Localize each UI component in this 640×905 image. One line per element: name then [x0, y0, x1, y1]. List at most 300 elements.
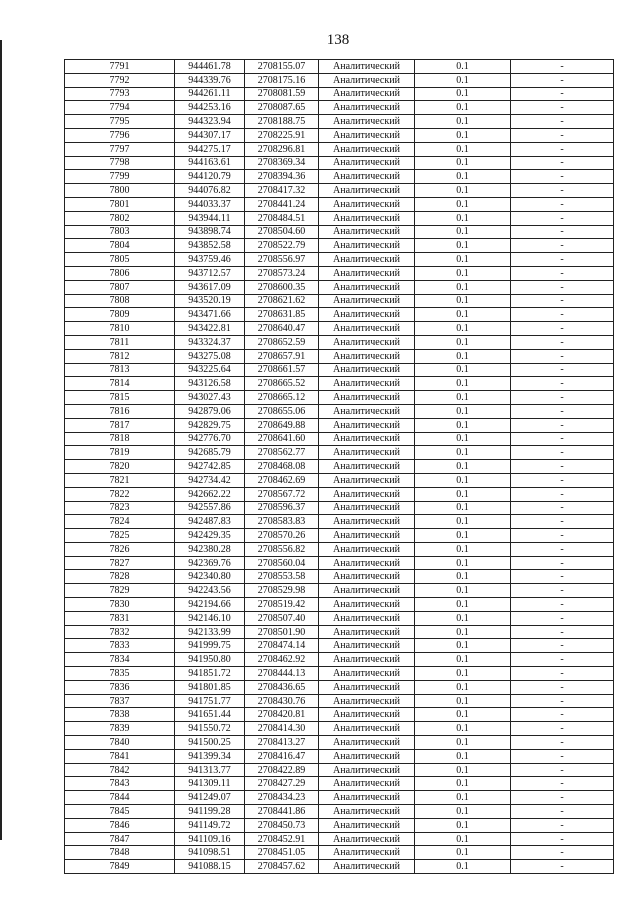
method-cell: Аналитический [319, 667, 415, 681]
point-number-cell: 7820 [65, 460, 175, 474]
method-cell: Аналитический [319, 266, 415, 280]
x-coordinate-cell: 941149.72 [175, 818, 245, 832]
y-coordinate-cell: 2708652.59 [245, 335, 319, 349]
table-row [65, 846, 614, 860]
y-coordinate-cell: 2708188.75 [245, 115, 319, 129]
y-coordinate-cell: 2708155.07 [245, 60, 319, 74]
accuracy-cell: 0.1 [415, 432, 511, 446]
point-number-cell: 7817 [65, 418, 175, 432]
point-number-cell: 7812 [65, 349, 175, 363]
page-number: 138 [326, 32, 350, 48]
point-number-cell: 7829 [65, 584, 175, 598]
y-coordinate-cell: 2708640.47 [245, 322, 319, 336]
note-cell: - [511, 473, 614, 487]
x-coordinate-cell: 941309.11 [175, 777, 245, 791]
note-cell: - [511, 860, 614, 874]
method-cell: Аналитический [319, 805, 415, 819]
y-coordinate-cell: 2708451.05 [245, 846, 319, 860]
point-number-cell: 7816 [65, 404, 175, 418]
table-row [65, 266, 614, 280]
x-coordinate-cell: 942662.22 [175, 487, 245, 501]
x-coordinate-cell: 941313.77 [175, 763, 245, 777]
y-coordinate-cell: 2708417.32 [245, 184, 319, 198]
note-cell: - [511, 335, 614, 349]
method-cell: Аналитический [319, 625, 415, 639]
note-cell: - [511, 156, 614, 170]
note-cell: - [511, 460, 614, 474]
note-cell: - [511, 197, 614, 211]
x-coordinate-cell: 941249.07 [175, 791, 245, 805]
x-coordinate-cell: 941399.34 [175, 749, 245, 763]
note-cell: - [511, 363, 614, 377]
accuracy-cell: 0.1 [415, 87, 511, 101]
method-cell: Аналитический [319, 239, 415, 253]
accuracy-cell: 0.1 [415, 529, 511, 543]
accuracy-cell: 0.1 [415, 418, 511, 432]
x-coordinate-cell: 941751.77 [175, 694, 245, 708]
table-row [65, 156, 614, 170]
table-row [65, 87, 614, 101]
method-cell: Аналитический [319, 473, 415, 487]
y-coordinate-cell: 2708657.91 [245, 349, 319, 363]
point-number-cell: 7793 [65, 87, 175, 101]
table-row [65, 335, 614, 349]
point-number-cell: 7815 [65, 391, 175, 405]
note-cell: - [511, 736, 614, 750]
y-coordinate-cell: 2708661.57 [245, 363, 319, 377]
method-cell: Аналитический [319, 101, 415, 115]
y-coordinate-cell: 2708474.14 [245, 639, 319, 653]
accuracy-cell: 0.1 [415, 639, 511, 653]
y-coordinate-cell: 2708457.62 [245, 860, 319, 874]
y-coordinate-cell: 2708414.30 [245, 722, 319, 736]
accuracy-cell: 0.1 [415, 501, 511, 515]
accuracy-cell: 0.1 [415, 115, 511, 129]
point-number-cell: 7838 [65, 708, 175, 722]
method-cell: Аналитический [319, 156, 415, 170]
y-coordinate-cell: 2708087.65 [245, 101, 319, 115]
x-coordinate-cell: 942146.10 [175, 611, 245, 625]
method-cell: Аналитический [319, 653, 415, 667]
point-number-cell: 7803 [65, 225, 175, 239]
x-coordinate-cell: 943126.58 [175, 377, 245, 391]
table-row [65, 197, 614, 211]
method-cell: Аналитический [319, 142, 415, 156]
note-cell: - [511, 763, 614, 777]
method-cell: Аналитический [319, 363, 415, 377]
note-cell: - [511, 101, 614, 115]
note-cell: - [511, 570, 614, 584]
y-coordinate-cell: 2708436.65 [245, 680, 319, 694]
point-number-cell: 7823 [65, 501, 175, 515]
method-cell: Аналитический [319, 611, 415, 625]
accuracy-cell: 0.1 [415, 611, 511, 625]
note-cell: - [511, 708, 614, 722]
accuracy-cell: 0.1 [415, 832, 511, 846]
point-number-cell: 7804 [65, 239, 175, 253]
accuracy-cell: 0.1 [415, 211, 511, 225]
point-number-cell: 7819 [65, 446, 175, 460]
method-cell: Аналитический [319, 722, 415, 736]
point-number-cell: 7832 [65, 625, 175, 639]
table-row [65, 708, 614, 722]
table-row [65, 487, 614, 501]
x-coordinate-cell: 942487.83 [175, 515, 245, 529]
accuracy-cell: 0.1 [415, 197, 511, 211]
table-row [65, 253, 614, 267]
accuracy-cell: 0.1 [415, 570, 511, 584]
note-cell: - [511, 611, 614, 625]
x-coordinate-cell: 941088.15 [175, 860, 245, 874]
method-cell: Аналитический [319, 860, 415, 874]
method-cell: Аналитический [319, 446, 415, 460]
point-number-cell: 7837 [65, 694, 175, 708]
x-coordinate-cell: 941109.16 [175, 832, 245, 846]
x-coordinate-cell: 942776.70 [175, 432, 245, 446]
y-coordinate-cell: 2708583.83 [245, 515, 319, 529]
x-coordinate-cell: 943027.43 [175, 391, 245, 405]
method-cell: Аналитический [319, 391, 415, 405]
x-coordinate-cell: 942557.86 [175, 501, 245, 515]
method-cell: Аналитический [319, 791, 415, 805]
point-number-cell: 7846 [65, 818, 175, 832]
y-coordinate-cell: 2708501.90 [245, 625, 319, 639]
accuracy-cell: 0.1 [415, 266, 511, 280]
x-coordinate-cell: 943520.19 [175, 294, 245, 308]
point-number-cell: 7828 [65, 570, 175, 584]
accuracy-cell: 0.1 [415, 404, 511, 418]
method-cell: Аналитический [319, 418, 415, 432]
table-row [65, 763, 614, 777]
accuracy-cell: 0.1 [415, 322, 511, 336]
accuracy-cell: 0.1 [415, 749, 511, 763]
note-cell: - [511, 391, 614, 405]
y-coordinate-cell: 2708434.23 [245, 791, 319, 805]
method-cell: Аналитический [319, 639, 415, 653]
point-number-cell: 7795 [65, 115, 175, 129]
accuracy-cell: 0.1 [415, 294, 511, 308]
note-cell: - [511, 598, 614, 612]
method-cell: Аналитический [319, 515, 415, 529]
page-edge-rule [0, 40, 2, 840]
coordinates-table [64, 59, 614, 874]
method-cell: Аналитический [319, 542, 415, 556]
x-coordinate-cell: 941500.25 [175, 736, 245, 750]
x-coordinate-cell: 943324.37 [175, 335, 245, 349]
point-number-cell: 7847 [65, 832, 175, 846]
method-cell: Аналитический [319, 736, 415, 750]
method-cell: Аналитический [319, 749, 415, 763]
method-cell: Аналитический [319, 225, 415, 239]
method-cell: Аналитический [319, 556, 415, 570]
table-row [65, 749, 614, 763]
x-coordinate-cell: 944261.11 [175, 87, 245, 101]
y-coordinate-cell: 2708507.40 [245, 611, 319, 625]
y-coordinate-cell: 2708462.92 [245, 653, 319, 667]
method-cell: Аналитический [319, 529, 415, 543]
point-number-cell: 7818 [65, 432, 175, 446]
table-row [65, 363, 614, 377]
y-coordinate-cell: 2708441.24 [245, 197, 319, 211]
table-row [65, 322, 614, 336]
point-number-cell: 7798 [65, 156, 175, 170]
table-row [65, 736, 614, 750]
table-row [65, 722, 614, 736]
method-cell: Аналитический [319, 777, 415, 791]
point-number-cell: 7821 [65, 473, 175, 487]
note-cell: - [511, 818, 614, 832]
x-coordinate-cell: 944253.16 [175, 101, 245, 115]
method-cell: Аналитический [319, 170, 415, 184]
note-cell: - [511, 680, 614, 694]
note-cell: - [511, 584, 614, 598]
y-coordinate-cell: 2708462.69 [245, 473, 319, 487]
table-row [65, 667, 614, 681]
x-coordinate-cell: 942369.76 [175, 556, 245, 570]
accuracy-cell: 0.1 [415, 777, 511, 791]
table-row [65, 694, 614, 708]
method-cell: Аналитический [319, 432, 415, 446]
x-coordinate-cell: 943852.58 [175, 239, 245, 253]
accuracy-cell: 0.1 [415, 280, 511, 294]
note-cell: - [511, 170, 614, 184]
table-row [65, 446, 614, 460]
x-coordinate-cell: 944339.76 [175, 73, 245, 87]
point-number-cell: 7806 [65, 266, 175, 280]
x-coordinate-cell: 941651.44 [175, 708, 245, 722]
accuracy-cell: 0.1 [415, 653, 511, 667]
note-cell: - [511, 529, 614, 543]
table-row [65, 280, 614, 294]
table-row [65, 101, 614, 115]
accuracy-cell: 0.1 [415, 308, 511, 322]
point-number-cell: 7801 [65, 197, 175, 211]
point-number-cell: 7808 [65, 294, 175, 308]
note-cell: - [511, 487, 614, 501]
note-cell: - [511, 377, 614, 391]
y-coordinate-cell: 2708225.91 [245, 128, 319, 142]
x-coordinate-cell: 943944.11 [175, 211, 245, 225]
y-coordinate-cell: 2708441.86 [245, 805, 319, 819]
x-coordinate-cell: 943275.08 [175, 349, 245, 363]
note-cell: - [511, 832, 614, 846]
point-number-cell: 7822 [65, 487, 175, 501]
method-cell: Аналитический [319, 763, 415, 777]
point-number-cell: 7835 [65, 667, 175, 681]
table-row [65, 556, 614, 570]
x-coordinate-cell: 944275.17 [175, 142, 245, 156]
x-coordinate-cell: 942742.85 [175, 460, 245, 474]
accuracy-cell: 0.1 [415, 460, 511, 474]
accuracy-cell: 0.1 [415, 184, 511, 198]
method-cell: Аналитический [319, 680, 415, 694]
y-coordinate-cell: 2708596.37 [245, 501, 319, 515]
note-cell: - [511, 142, 614, 156]
table-row [65, 542, 614, 556]
y-coordinate-cell: 2708450.73 [245, 818, 319, 832]
note-cell: - [511, 625, 614, 639]
y-coordinate-cell: 2708422.89 [245, 763, 319, 777]
x-coordinate-cell: 942734.42 [175, 473, 245, 487]
accuracy-cell: 0.1 [415, 818, 511, 832]
x-coordinate-cell: 944076.82 [175, 184, 245, 198]
point-number-cell: 7844 [65, 791, 175, 805]
method-cell: Аналитический [319, 584, 415, 598]
point-number-cell: 7836 [65, 680, 175, 694]
x-coordinate-cell: 943225.64 [175, 363, 245, 377]
accuracy-cell: 0.1 [415, 625, 511, 639]
x-coordinate-cell: 943617.09 [175, 280, 245, 294]
table-row [65, 211, 614, 225]
accuracy-cell: 0.1 [415, 391, 511, 405]
note-cell: - [511, 846, 614, 860]
method-cell: Аналитический [319, 115, 415, 129]
method-cell: Аналитический [319, 377, 415, 391]
method-cell: Аналитический [319, 73, 415, 87]
table-row [65, 598, 614, 612]
table-row [65, 680, 614, 694]
x-coordinate-cell: 944033.37 [175, 197, 245, 211]
note-cell: - [511, 722, 614, 736]
point-number-cell: 7827 [65, 556, 175, 570]
table-row [65, 128, 614, 142]
y-coordinate-cell: 2708556.97 [245, 253, 319, 267]
point-number-cell: 7802 [65, 211, 175, 225]
note-cell: - [511, 239, 614, 253]
accuracy-cell: 0.1 [415, 335, 511, 349]
y-coordinate-cell: 2708621.62 [245, 294, 319, 308]
y-coordinate-cell: 2708081.59 [245, 87, 319, 101]
note-cell: - [511, 184, 614, 198]
table-row [65, 805, 614, 819]
method-cell: Аналитический [319, 404, 415, 418]
note-cell: - [511, 749, 614, 763]
y-coordinate-cell: 2708573.24 [245, 266, 319, 280]
table-row [65, 791, 614, 805]
point-number-cell: 7791 [65, 60, 175, 74]
point-number-cell: 7799 [65, 170, 175, 184]
accuracy-cell: 0.1 [415, 722, 511, 736]
method-cell: Аналитический [319, 128, 415, 142]
point-number-cell: 7807 [65, 280, 175, 294]
table-row [65, 391, 614, 405]
x-coordinate-cell: 941199.28 [175, 805, 245, 819]
note-cell: - [511, 556, 614, 570]
table-row [65, 349, 614, 363]
y-coordinate-cell: 2708631.85 [245, 308, 319, 322]
table-row [65, 611, 614, 625]
x-coordinate-cell: 943759.46 [175, 253, 245, 267]
table-row [65, 60, 614, 74]
note-cell: - [511, 694, 614, 708]
y-coordinate-cell: 2708519.42 [245, 598, 319, 612]
accuracy-cell: 0.1 [415, 349, 511, 363]
x-coordinate-cell: 941098.51 [175, 846, 245, 860]
table-row [65, 115, 614, 129]
table-row [65, 404, 614, 418]
accuracy-cell: 0.1 [415, 846, 511, 860]
x-coordinate-cell: 942133.99 [175, 625, 245, 639]
table-row [65, 377, 614, 391]
x-coordinate-cell: 942340.80 [175, 570, 245, 584]
point-number-cell: 7841 [65, 749, 175, 763]
note-cell: - [511, 211, 614, 225]
x-coordinate-cell: 944307.17 [175, 128, 245, 142]
y-coordinate-cell: 2708484.51 [245, 211, 319, 225]
note-cell: - [511, 225, 614, 239]
accuracy-cell: 0.1 [415, 60, 511, 74]
point-number-cell: 7800 [65, 184, 175, 198]
y-coordinate-cell: 2708665.12 [245, 391, 319, 405]
table-row [65, 653, 614, 667]
table-row [65, 308, 614, 322]
method-cell: Аналитический [319, 832, 415, 846]
coordinates-table-body [65, 60, 614, 874]
table-row [65, 473, 614, 487]
method-cell: Аналитический [319, 818, 415, 832]
method-cell: Аналитический [319, 87, 415, 101]
x-coordinate-cell: 943422.81 [175, 322, 245, 336]
note-cell: - [511, 446, 614, 460]
note-cell: - [511, 280, 614, 294]
note-cell: - [511, 60, 614, 74]
table-row [65, 860, 614, 874]
point-number-cell: 7840 [65, 736, 175, 750]
accuracy-cell: 0.1 [415, 473, 511, 487]
point-number-cell: 7825 [65, 529, 175, 543]
method-cell: Аналитический [319, 598, 415, 612]
x-coordinate-cell: 941801.85 [175, 680, 245, 694]
point-number-cell: 7833 [65, 639, 175, 653]
table-row [65, 501, 614, 515]
point-number-cell: 7831 [65, 611, 175, 625]
note-cell: - [511, 515, 614, 529]
point-number-cell: 7811 [65, 335, 175, 349]
accuracy-cell: 0.1 [415, 128, 511, 142]
y-coordinate-cell: 2708522.79 [245, 239, 319, 253]
accuracy-cell: 0.1 [415, 805, 511, 819]
method-cell: Аналитический [319, 694, 415, 708]
y-coordinate-cell: 2708296.81 [245, 142, 319, 156]
x-coordinate-cell: 942243.56 [175, 584, 245, 598]
point-number-cell: 7826 [65, 542, 175, 556]
y-coordinate-cell: 2708665.52 [245, 377, 319, 391]
x-coordinate-cell: 941999.75 [175, 639, 245, 653]
note-cell: - [511, 432, 614, 446]
method-cell: Аналитический [319, 294, 415, 308]
point-number-cell: 7809 [65, 308, 175, 322]
point-number-cell: 7796 [65, 128, 175, 142]
x-coordinate-cell: 944163.61 [175, 156, 245, 170]
y-coordinate-cell: 2708567.72 [245, 487, 319, 501]
accuracy-cell: 0.1 [415, 542, 511, 556]
table-row [65, 818, 614, 832]
x-coordinate-cell: 943471.66 [175, 308, 245, 322]
y-coordinate-cell: 2708553.58 [245, 570, 319, 584]
x-coordinate-cell: 944323.94 [175, 115, 245, 129]
method-cell: Аналитический [319, 253, 415, 267]
point-number-cell: 7839 [65, 722, 175, 736]
point-number-cell: 7842 [65, 763, 175, 777]
point-number-cell: 7845 [65, 805, 175, 819]
y-coordinate-cell: 2708427.29 [245, 777, 319, 791]
y-coordinate-cell: 2708175.16 [245, 73, 319, 87]
accuracy-cell: 0.1 [415, 101, 511, 115]
note-cell: - [511, 266, 614, 280]
table-row [65, 73, 614, 87]
x-coordinate-cell: 942879.06 [175, 404, 245, 418]
table-row [65, 170, 614, 184]
